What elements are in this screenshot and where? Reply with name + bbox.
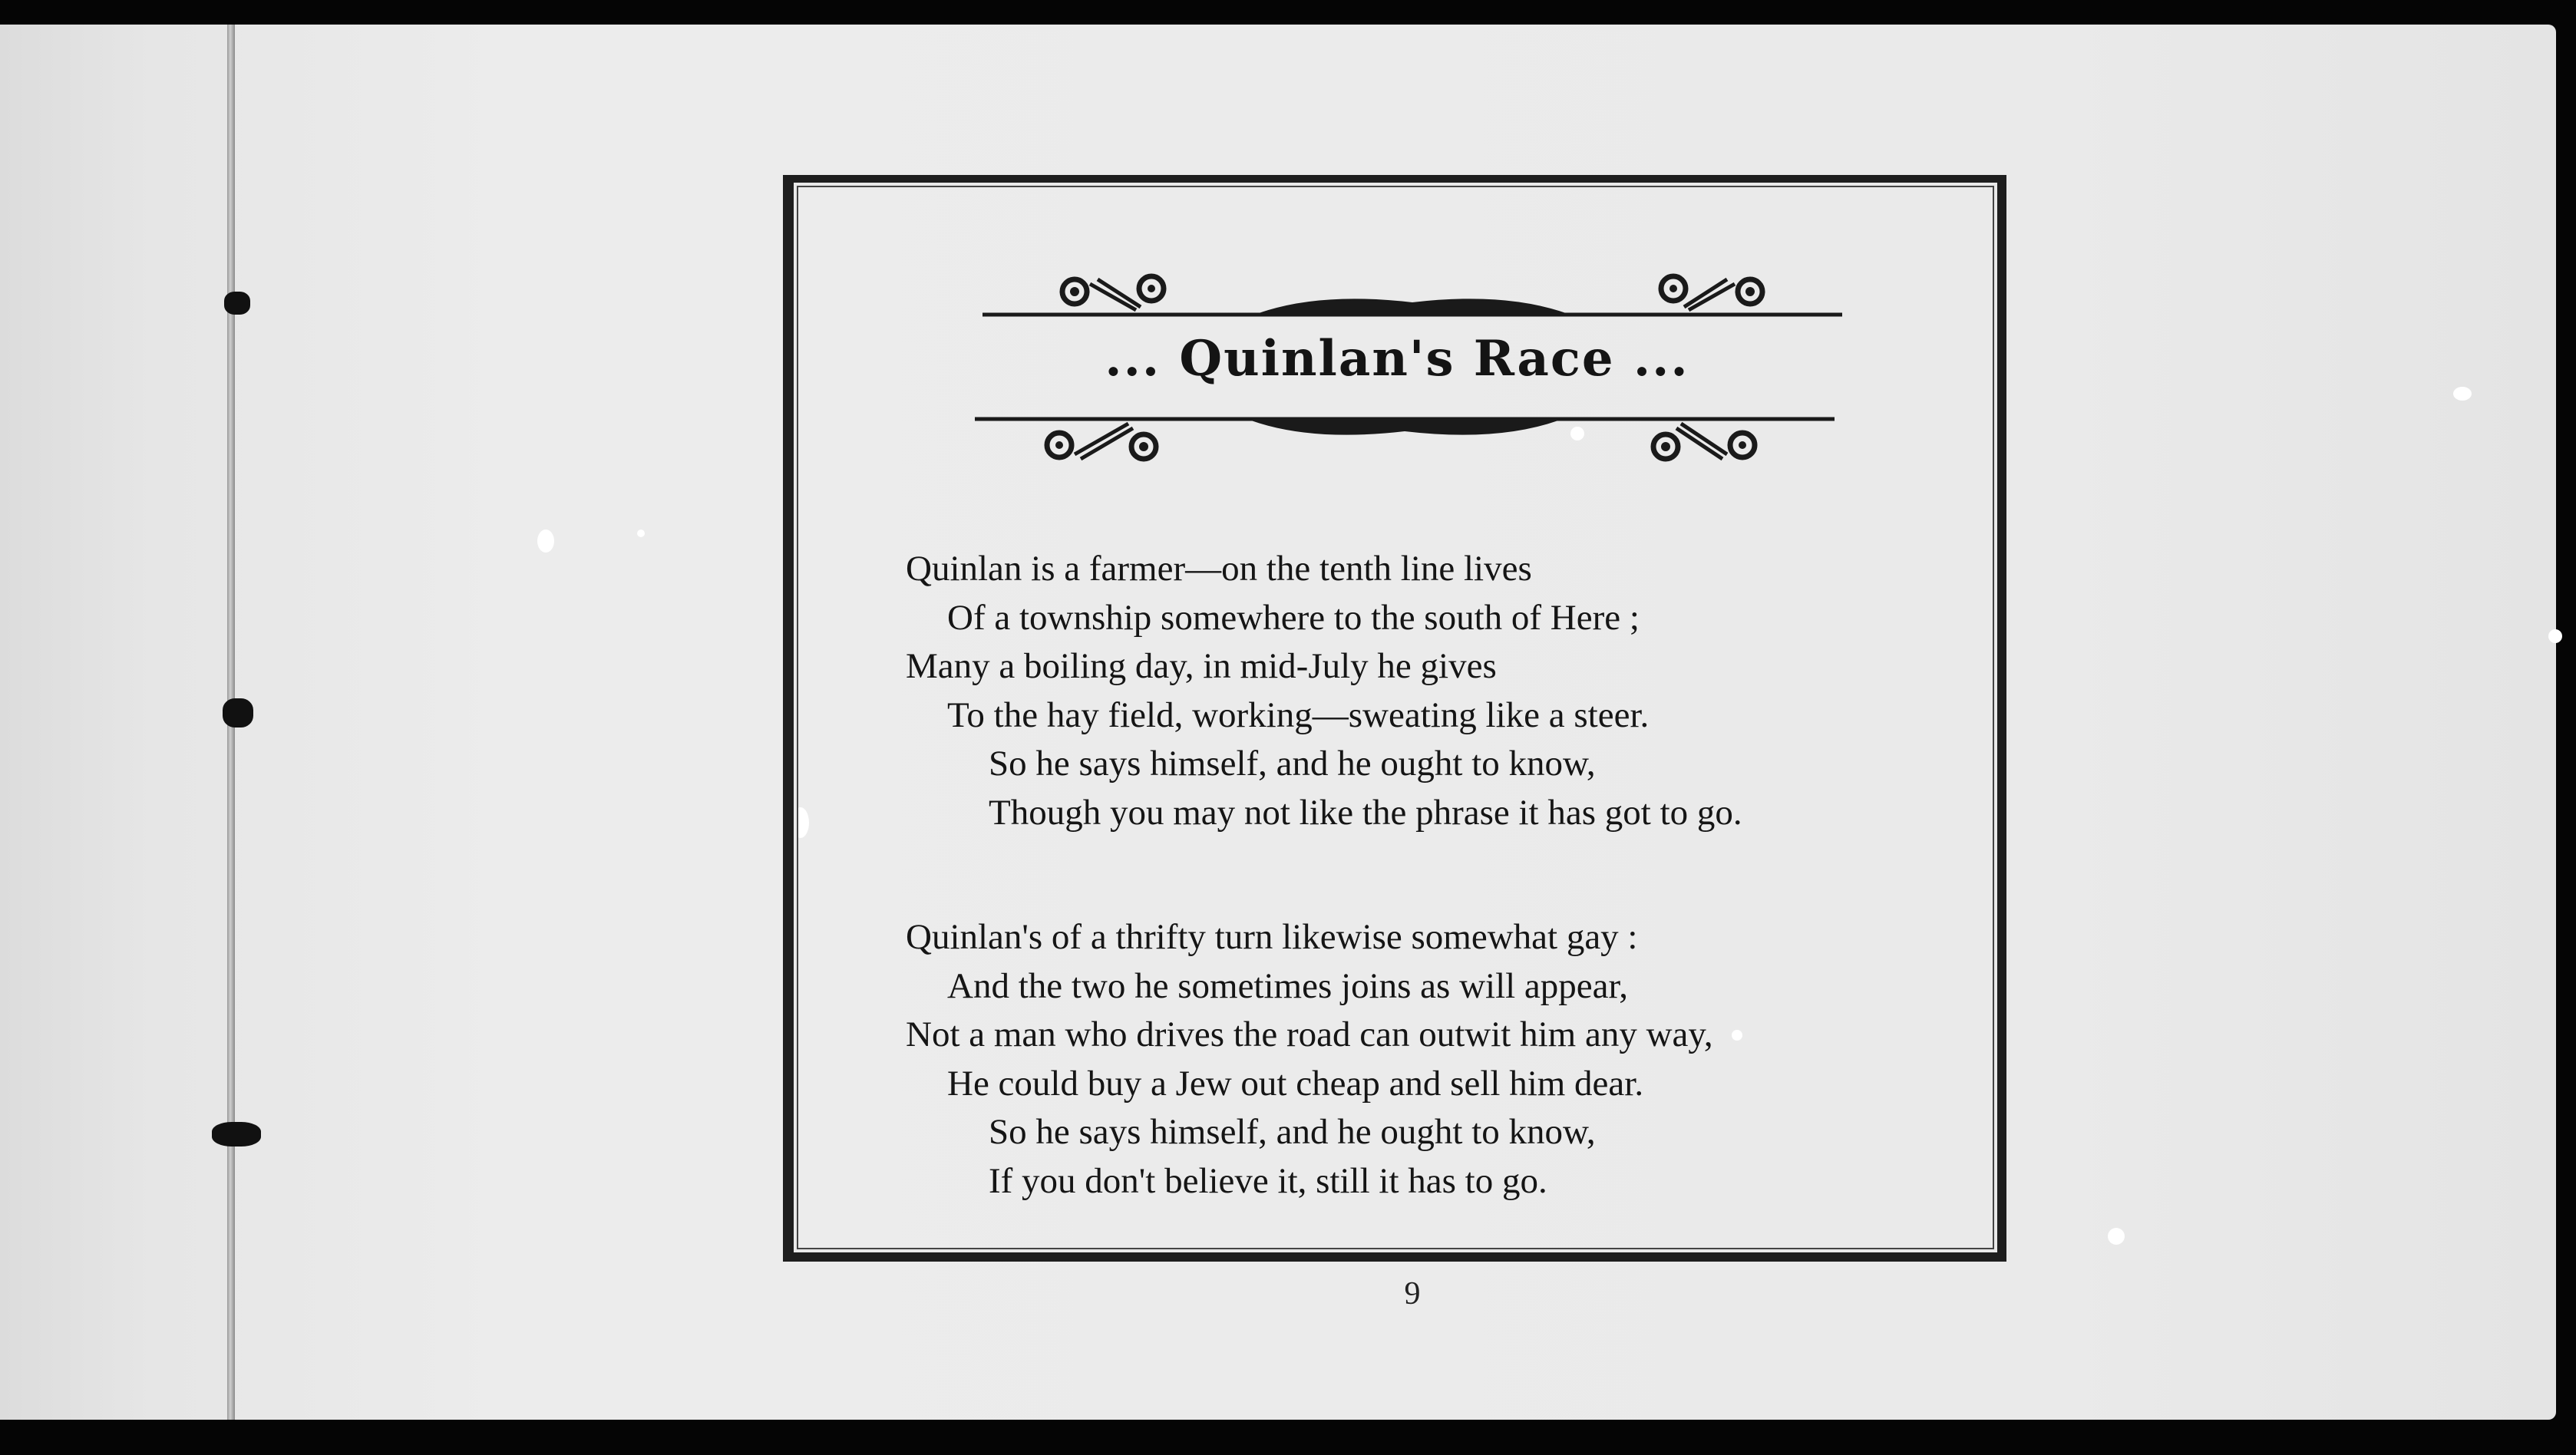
page-number: 9 xyxy=(1404,1276,1421,1311)
top-ornament xyxy=(967,269,1858,322)
poem-line: If you don't believe it, still it has to go. xyxy=(989,1160,1547,1201)
dust-speck xyxy=(537,530,554,553)
poem-line: Quinlan is a farmer—on the tenth line lives xyxy=(906,549,1532,589)
dust-speck xyxy=(2453,387,2472,401)
dust-speck xyxy=(2548,629,2562,643)
poem-stanza-1 xyxy=(906,545,1980,837)
poem-line: And the two he sometimes joins as will appear, xyxy=(947,965,1629,1006)
binding-stitch xyxy=(224,292,250,315)
poem-line: He could buy a Jew out cheap and sell him dear. xyxy=(947,1063,1644,1104)
poem-line: To the hay field, working—sweating like a steer. xyxy=(947,695,1650,735)
binding-stitch xyxy=(212,1122,261,1147)
bottom-ornament xyxy=(959,411,1850,465)
poem-line: So he says himself, and he ought to know, xyxy=(989,744,1596,784)
binding-stitch xyxy=(223,698,253,728)
dust-speck xyxy=(2108,1228,2125,1245)
poem-line: Not a man who drives the road can outwit him any way, xyxy=(906,1015,1713,1054)
poem-line: Though you may not like the phrase it has got to go. xyxy=(989,792,1742,833)
poem-line: Quinlan's of a thrifty turn likewise somewhat gay : xyxy=(906,917,1638,957)
poem-line: Of a township somewhere to the south of Here ; xyxy=(947,597,1640,638)
poem-title: ... Quinlan's Race ... xyxy=(1105,330,1689,388)
poem-stanza-2 xyxy=(906,913,1980,1206)
poem-line: So he says himself, and he ought to know, xyxy=(989,1112,1596,1152)
poem-line: Many a boiling day, in mid-July he gives xyxy=(906,646,1497,686)
dust-speck xyxy=(637,530,645,537)
